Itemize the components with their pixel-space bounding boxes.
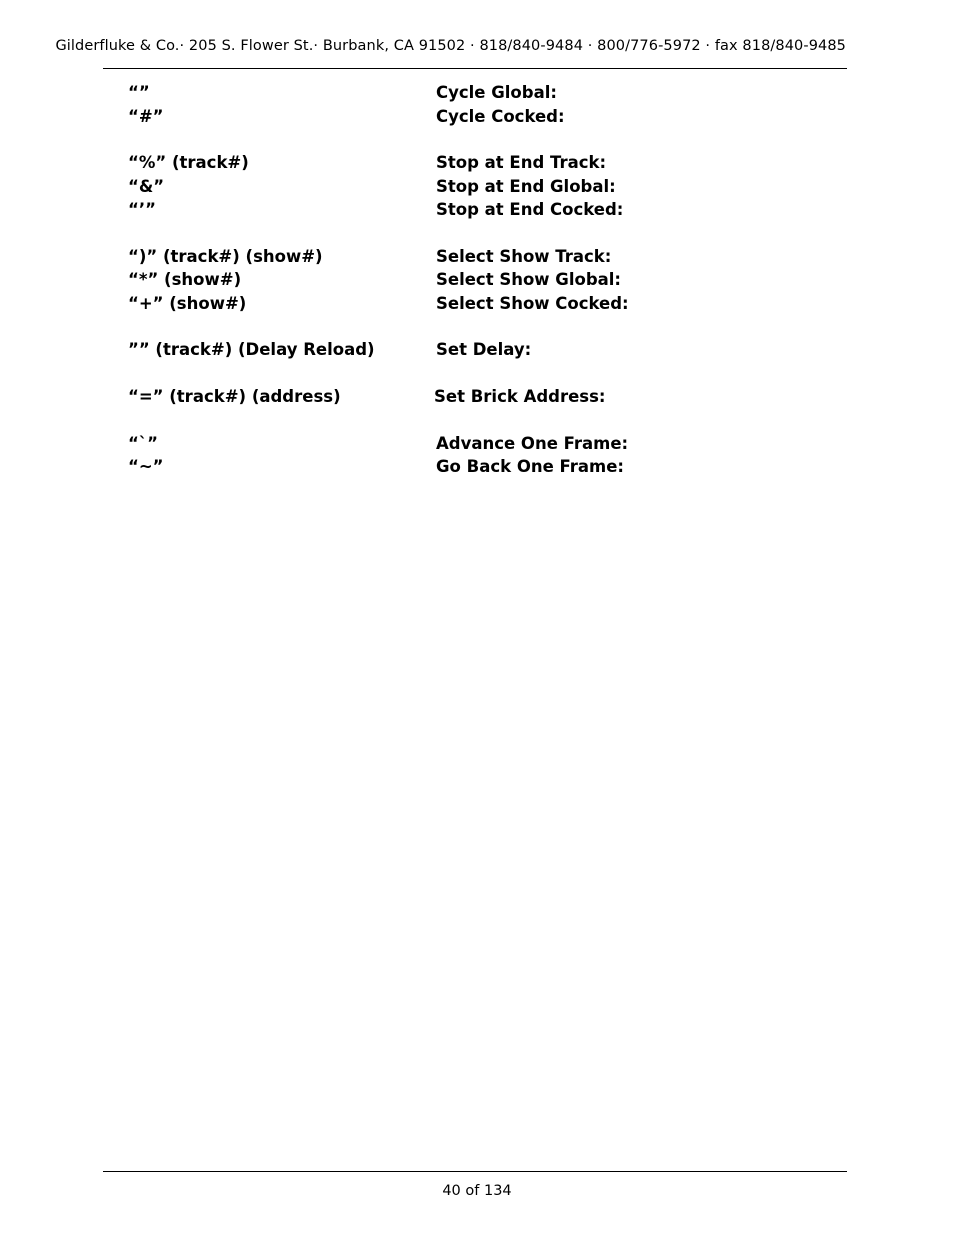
command-description: Set Brick Address: — [434, 387, 606, 406]
footer-divider — [103, 1171, 847, 1172]
command-code: “&” — [128, 177, 165, 196]
command-description: Select Show Track: — [436, 247, 612, 266]
page-number: 40 of 134 — [442, 1183, 512, 1199]
command-description: Select Show Cocked: — [436, 294, 629, 313]
command-description: Cycle Global: — [436, 83, 557, 102]
command-code: “#” — [128, 107, 164, 126]
command-description: Stop at End Track: — [436, 153, 607, 172]
command-code: “`” — [128, 434, 158, 453]
command-code: “’” — [128, 200, 156, 219]
command-description: Go Back One Frame: — [436, 457, 625, 476]
header-address-line: Gilderfluke & Co.· 205 S. Flower St.· Burbank, CA 91502 · 818/840-9484 · 800/776-5972 · fax 818/840-9485 — [55, 38, 846, 54]
command-description: Stop at End Cocked: — [436, 200, 624, 219]
command-description: Cycle Cocked: — [436, 107, 565, 126]
command-code: “+” (show#) — [128, 294, 247, 313]
command-description: Set Delay: — [436, 340, 532, 359]
command-code: “~” — [128, 457, 164, 476]
command-description: Select Show Global: — [436, 270, 622, 289]
command-code: “” — [128, 83, 150, 102]
command-code: “=” (track#) (address) — [128, 387, 341, 406]
command-code: “)” (track#) (show#) — [128, 247, 323, 266]
command-code: ”” (track#) (Delay Reload) — [128, 340, 375, 359]
command-code: “*” (show#) — [128, 270, 242, 289]
command-description: Advance One Frame: — [436, 434, 629, 453]
command-description: Stop at End Global: — [436, 177, 616, 196]
header-divider — [103, 68, 847, 69]
command-code: “%” (track#) — [128, 153, 249, 172]
